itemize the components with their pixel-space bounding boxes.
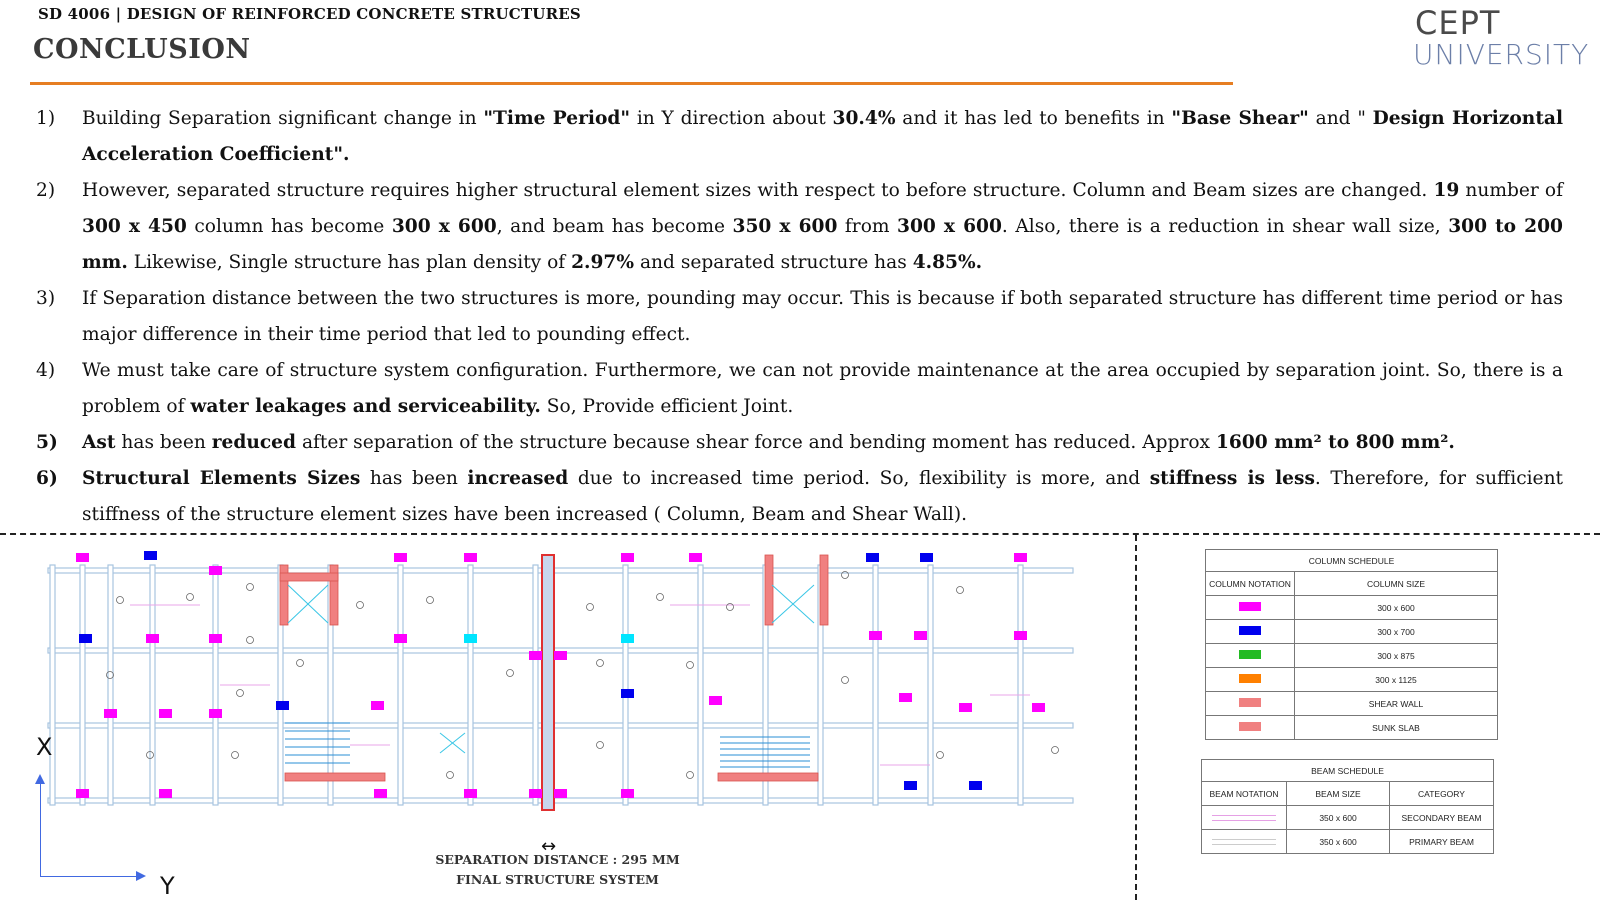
column-schedule-row [1206, 644, 1498, 668]
column-size-cell: 300 x 875 [1295, 644, 1498, 668]
text-run: and it has led to benefits in [895, 108, 1172, 129]
separation-distance-caption: SEPARATION DISTANCE : 295 MM [435, 852, 680, 867]
column-schedule-table [1205, 549, 1498, 740]
plan-column [394, 553, 407, 562]
color-swatch [1239, 698, 1261, 707]
text-run: and " [1308, 108, 1373, 129]
plan-slab-marker [587, 604, 594, 611]
plan-beam [48, 568, 1073, 573]
plan-shear-wall [285, 773, 385, 781]
column-schedule-row [1206, 668, 1498, 692]
beam-notation-cell [1202, 806, 1287, 830]
conclusion-point [36, 101, 1563, 173]
beam-category-header: CATEGORY [1390, 782, 1494, 806]
bold-run: 350 x 600 [732, 216, 838, 237]
column-notation-cell [1206, 596, 1295, 620]
bold-run: stiffness is less [1149, 468, 1315, 489]
plan-shear-wall [765, 555, 773, 625]
page-title: CONCLUSION [33, 34, 251, 65]
text-run: has been [360, 468, 468, 489]
text-run: , and beam has become [496, 216, 733, 237]
beam-line-symbol [1212, 815, 1276, 821]
plan-beam [623, 565, 628, 805]
conclusion-list [36, 101, 1563, 533]
text-run: We must take care of structure system configuration. Furthermore, we can not provide maintenance at the area occupied by separation joint. So, there is a problem of [82, 360, 1563, 417]
beam-size-cell: 350 x 600 [1287, 806, 1390, 830]
plan-slab-marker [687, 772, 694, 779]
plan-column [914, 631, 927, 640]
column-schedule-row [1206, 620, 1498, 644]
column-notation-cell [1206, 692, 1295, 716]
logo-line-1: CEPT [1415, 4, 1501, 42]
plan-slab-marker [937, 752, 944, 759]
point-text [82, 281, 1563, 353]
text-run: Building Separation significant change in [82, 108, 484, 129]
point-text [82, 425, 1563, 461]
column-size-cell: SUNK SLAB [1295, 716, 1498, 740]
plan-slab-marker [297, 660, 304, 667]
plan-column [1032, 703, 1045, 712]
bold-run: Structural Elements Sizes [82, 468, 361, 489]
plan-shear-wall [820, 555, 828, 625]
plan-column [869, 631, 882, 640]
beam-size-cell: 350 x 600 [1287, 830, 1390, 854]
text-run: . Also, there is a reduction in shear wall size, [1001, 216, 1449, 237]
plan-slab-marker [357, 602, 364, 609]
text-run: and separated structure has [634, 252, 913, 273]
plan-beam [80, 565, 85, 805]
plan-column [79, 634, 92, 643]
color-swatch [1239, 602, 1261, 611]
vertical-divider [1135, 535, 1137, 900]
bold-run: 300 x 600 [391, 216, 497, 237]
text-run: due to increased time period. So, flexibility is more, and [568, 468, 1150, 489]
cept-university-logo [1413, 4, 1595, 74]
point-number: 4) [36, 360, 56, 381]
plan-column [904, 781, 917, 790]
plan-column [969, 781, 982, 790]
plan-column [529, 789, 542, 798]
column-size-cell: SHEAR WALL [1295, 692, 1498, 716]
logo-line-2: UNIVERSITY [1413, 38, 1590, 71]
beam-notation-header: BEAM NOTATION [1202, 782, 1287, 806]
plan-column [959, 703, 972, 712]
text-run: So, Provide efficient Joint. [540, 396, 794, 417]
final-structure-caption: FINAL STRUCTURE SYSTEM [456, 872, 659, 887]
plan-column [621, 689, 634, 698]
bold-run: 2.97% [571, 252, 635, 273]
plan-slab-marker [597, 660, 604, 667]
plan-column [76, 789, 89, 798]
plan-column [374, 789, 387, 798]
bold-run: 19 [1433, 180, 1460, 201]
plan-column [209, 709, 222, 718]
color-swatch [1239, 674, 1261, 683]
plan-column [146, 634, 159, 643]
plan-slab-marker [657, 594, 664, 601]
structural-floor-plan [30, 545, 1105, 875]
plan-column [276, 701, 289, 710]
bold-run: "Base Shear" [1171, 108, 1309, 129]
column-size-cell: 300 x 1125 [1295, 668, 1498, 692]
bold-run: 300 x 450 [82, 216, 187, 237]
bold-run: 30.4% [832, 108, 896, 129]
y-axis-arrow-line [40, 876, 140, 877]
text-run: column has become [186, 216, 392, 237]
plan-column [159, 709, 172, 718]
plan-separation-joint [542, 555, 554, 810]
plan-slab-marker [427, 597, 434, 604]
plan-column [1014, 553, 1027, 562]
point-number: 1) [36, 108, 56, 129]
plan-slab-marker [247, 637, 254, 644]
beam-category-cell: SECONDARY BEAM [1390, 806, 1494, 830]
bold-run: reduced [211, 432, 297, 453]
y-axis-label: Y [160, 872, 175, 900]
column-notation-cell [1206, 620, 1295, 644]
column-schedule-row [1206, 692, 1498, 716]
plan-slab-marker [187, 594, 194, 601]
beam-category-cell: PRIMARY BEAM [1390, 830, 1494, 854]
plan-beam [398, 565, 403, 805]
column-schedule-row [1206, 716, 1498, 740]
plan-column [76, 553, 89, 562]
bold-run: Ast [82, 432, 116, 453]
beam-line-symbol [1212, 839, 1276, 845]
plan-slab-marker [447, 772, 454, 779]
bold-run: "Time Period" [483, 108, 631, 129]
point-number: 6) [36, 468, 58, 489]
plan-beam [48, 723, 1073, 728]
column-schedule-row [1206, 596, 1498, 620]
plan-column [464, 634, 477, 643]
text-run: However, separated structure requires higher structural element sizes with respect to before structure. Column and Beam sizes are changed. [82, 180, 1434, 201]
column-notation-cell [1206, 716, 1295, 740]
point-number: 3) [36, 288, 56, 309]
course-title: SD 4006 | DESIGN OF REINFORCED CONCRETE STRUCTURES [38, 5, 581, 23]
point-text [82, 461, 1563, 533]
plan-column [709, 696, 722, 705]
beam-schedule-row [1202, 830, 1494, 854]
conclusion-point [36, 461, 1563, 533]
plan-column [899, 693, 912, 702]
column-notation-cell [1206, 668, 1295, 692]
conclusion-point [36, 353, 1563, 425]
point-number: 5) [36, 432, 58, 453]
plan-shear-wall [280, 573, 338, 581]
plan-slab-marker [237, 690, 244, 697]
text-run: number of [1459, 180, 1563, 201]
column-size-cell: 300 x 600 [1295, 596, 1498, 620]
x-axis-arrow-line [40, 780, 41, 876]
conclusion-point [36, 425, 1563, 461]
x-axis-label: X [36, 733, 53, 761]
text-run: has been [115, 432, 212, 453]
plan-column [1014, 631, 1027, 640]
plan-column [464, 553, 477, 562]
column-schedule-title: COLUMN SCHEDULE [1206, 550, 1498, 572]
plan-beam [1018, 565, 1023, 805]
beam-schedule-row [1202, 806, 1494, 830]
plan-beam [873, 565, 878, 805]
plan-column [144, 551, 157, 560]
plan-beam [48, 798, 1073, 803]
plan-column [371, 701, 384, 710]
bold-run: Design Horizontal Acceleration Coefficient". [82, 108, 1564, 165]
plan-slab-marker [247, 584, 254, 591]
text-run: from [837, 216, 898, 237]
plan-beam [213, 565, 218, 805]
plan-column [621, 789, 634, 798]
plan-slab-marker [842, 677, 849, 684]
plan-beam [50, 565, 55, 805]
plan-column [621, 553, 634, 562]
beam-notation-cell [1202, 830, 1287, 854]
plan-shear-wall [718, 773, 818, 781]
plan-beam [928, 565, 933, 805]
bold-run: 300 x 600 [897, 216, 1002, 237]
beam-schedule-title: BEAM SCHEDULE [1202, 760, 1494, 782]
plan-slab-marker [597, 742, 604, 749]
plan-beam [468, 565, 473, 805]
separation-arrow-icon: ↔ [541, 836, 557, 857]
plan-beam [108, 565, 113, 805]
plan-column [689, 553, 702, 562]
plan-column [920, 553, 933, 562]
plan-beam [698, 565, 703, 805]
plan-column [209, 566, 222, 575]
color-swatch [1239, 722, 1261, 731]
plan-column [209, 634, 222, 643]
plan-column [104, 709, 117, 718]
plan-column [621, 634, 634, 643]
column-notation-cell [1206, 644, 1295, 668]
conclusion-point [36, 173, 1563, 281]
bold-run: 300 to 200 mm. [82, 216, 1563, 273]
point-number: 2) [36, 180, 56, 201]
text-run: after separation of the structure because shear force and bending moment has reduced. Approx [296, 432, 1216, 453]
color-swatch [1239, 626, 1261, 635]
text-run: If Separation distance between the two structures is more, pounding may occur. This is because if both separated structure has different time period or has major difference in their time period that led to pounding effect. [82, 288, 1563, 345]
plan-slab-marker [957, 587, 964, 594]
point-text [82, 353, 1563, 425]
conclusion-point [36, 281, 1563, 353]
plan-column [554, 651, 567, 660]
point-text [82, 101, 1563, 173]
title-underline [30, 82, 1233, 85]
plan-slab-marker [232, 752, 239, 759]
plan-column [554, 789, 567, 798]
plan-beam [533, 565, 538, 805]
bold-run: 1600 mm² to 800 mm². [1215, 432, 1455, 453]
beam-size-header: BEAM SIZE [1287, 782, 1390, 806]
horizontal-divider [0, 533, 1600, 535]
point-text [82, 173, 1563, 281]
plan-column [159, 789, 172, 798]
beam-schedule-table [1201, 759, 1494, 854]
text-run: Likewise, Single structure has plan density of [127, 252, 572, 273]
bold-run: 4.85%. [912, 252, 983, 273]
column-size-header: COLUMN SIZE [1295, 572, 1498, 596]
column-notation-header: COLUMN NOTATION [1206, 572, 1295, 596]
plan-beam [150, 565, 155, 805]
plan-slab-marker [507, 670, 514, 677]
bold-run: increased [467, 468, 569, 489]
plan-column [464, 789, 477, 798]
color-swatch [1239, 650, 1261, 659]
column-size-cell: 300 x 700 [1295, 620, 1498, 644]
text-run: in Y direction about [630, 108, 833, 129]
plan-slab-marker [117, 597, 124, 604]
plan-column [529, 651, 542, 660]
plan-column [866, 553, 879, 562]
y-axis-arrow-head [136, 871, 146, 881]
text-run: . Therefore, for sufficient stiffness of the structure element sizes have been increased ( Column, Beam and Shear Wall). [82, 468, 1564, 525]
x-axis-arrow-head [35, 774, 45, 784]
plan-column [394, 634, 407, 643]
bold-run: water leakages and serviceability. [190, 396, 541, 417]
plan-slab-marker [1052, 747, 1059, 754]
plan-slab-marker [687, 662, 694, 669]
